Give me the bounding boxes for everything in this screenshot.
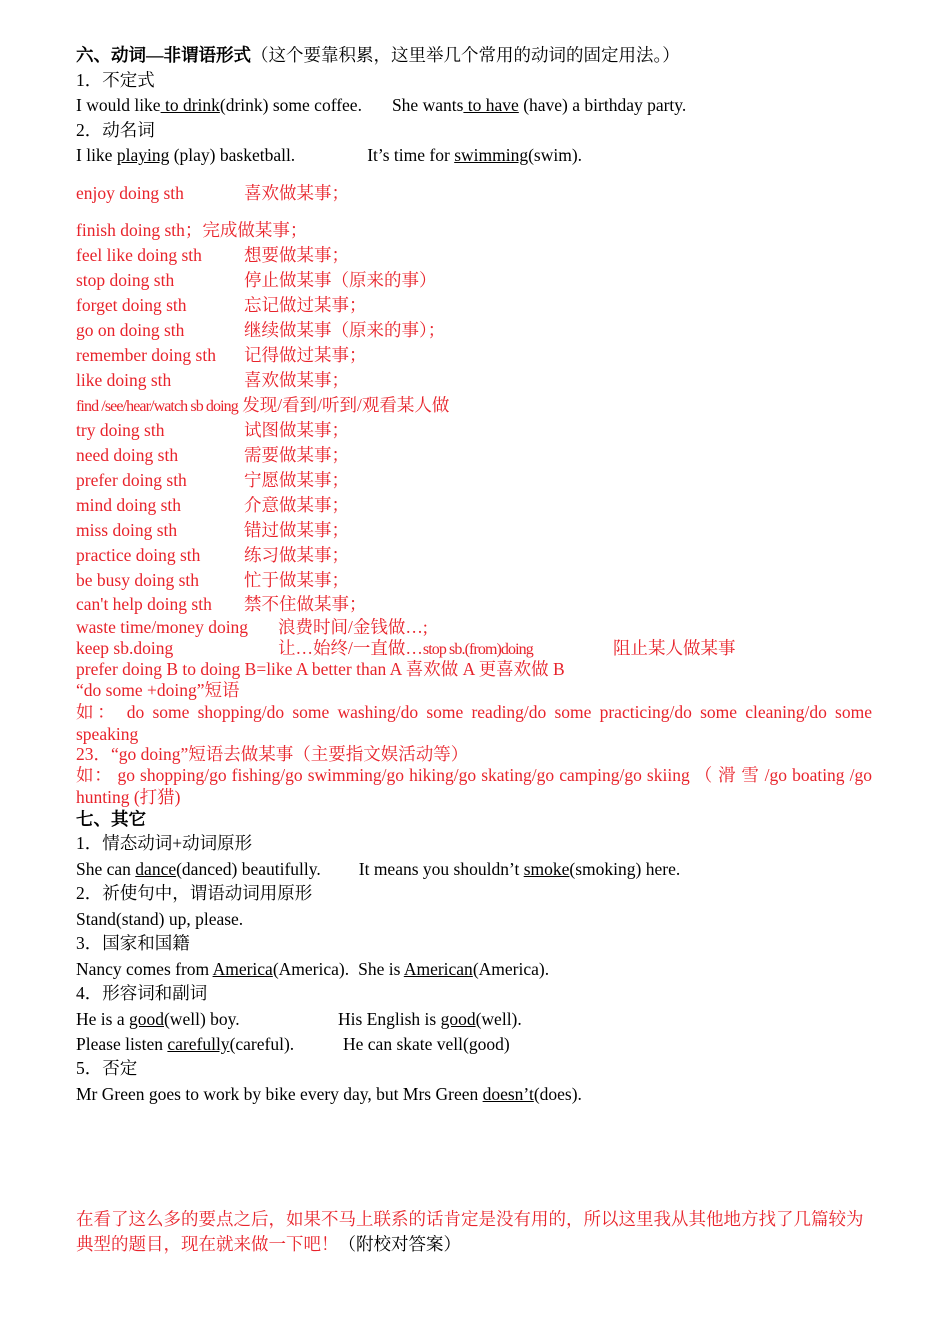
section7-heading: 七、其它 <box>76 809 146 829</box>
item2-title: 2．动名词 <box>76 120 155 140</box>
phrase-row <box>76 344 367 366</box>
do-some-title: “do some +doing”短语 <box>76 680 240 700</box>
example-text: (well) boy. <box>163 1009 240 1029</box>
go-doing-example: 如： go shopping/go fishing/go swimming/go hiking/go skating/go camping/go skiing （ 滑 雪 /go boating /go hunting (打猎) <box>76 765 872 807</box>
example-text: (smoking) here. <box>569 859 681 879</box>
phrase-row <box>76 419 349 441</box>
phrase-row <box>76 319 446 341</box>
section6-heading-line <box>76 44 680 66</box>
phrase-zh: 喜欢做某事； <box>244 370 349 390</box>
phrase-zh: 忙于做某事； <box>244 570 349 590</box>
phrase-row <box>76 244 349 266</box>
phrase-zh: 试图做某事； <box>244 420 349 440</box>
phrase-en: can't help doing sth <box>76 594 212 614</box>
phrase-en: feel like doing sth <box>76 245 202 265</box>
phrase-en: go on doing sth <box>76 320 185 340</box>
example-answer: smoke <box>523 859 570 879</box>
example-text: She can <box>76 859 136 879</box>
phrase-en: forget doing sth <box>76 295 187 315</box>
example-answer: American <box>403 959 473 979</box>
example-text: He can skate vell(good) <box>343 1034 510 1054</box>
example-answer: dance <box>135 859 177 879</box>
phrase-zh: 宁愿做某事； <box>244 470 349 490</box>
example-text: (have) a birthday party. <box>518 95 687 115</box>
phrase-zh: 禁不住做某事； <box>244 594 367 614</box>
phrase-zh: 需要做某事； <box>244 445 349 465</box>
example-text: (America). <box>472 959 550 979</box>
example-text: (well). <box>475 1009 522 1029</box>
item1-title: 1．不定式 <box>76 70 155 90</box>
phrase-row <box>76 294 367 316</box>
phrase-en: stop doing sth <box>76 270 175 290</box>
item1-examples <box>76 94 686 116</box>
phrase-row <box>76 494 349 516</box>
go-doing-title: 23．“go doing”短语去做某事（主要指文娱活动等） <box>76 744 469 764</box>
phrase-en: find /see/hear/watch sb doing <box>76 398 238 415</box>
phrase-en: prefer doing sth <box>76 470 187 490</box>
s7-item4-examples-b <box>76 1033 510 1055</box>
phrase-zh: 忘记做过某事； <box>244 295 367 315</box>
phrase-en: enjoy doing sth <box>76 183 184 203</box>
example-text: It means you shouldn’t <box>358 859 524 879</box>
example-answer: doesn’t <box>482 1084 534 1104</box>
s7-item5-title: 5．否定 <box>76 1058 138 1078</box>
phrase-row <box>76 616 428 638</box>
phrase-zh: 想要做某事； <box>244 245 349 265</box>
example-text: She wants <box>391 95 464 115</box>
phrase-zh: 浪费时间/金钱做…; <box>278 617 428 637</box>
phrase-row <box>76 394 449 418</box>
phrase-en: miss doing sth <box>76 520 178 540</box>
example-text: She is <box>358 959 404 979</box>
phrase-row <box>76 269 437 291</box>
s7-item3-title: 3．国家和国籍 <box>76 933 190 953</box>
s7-item1-title: 1．情态动词+动词原形 <box>76 833 253 853</box>
example-answer: swimming <box>454 145 529 165</box>
phrase-zh: 错过做某事； <box>244 520 349 540</box>
section6-heading: 六、动词—非谓语形式 <box>76 45 251 65</box>
phrase-en: try doing sth <box>76 420 165 440</box>
phrase-zh: 记得做过某事； <box>244 345 367 365</box>
phrase-en: mind doing sth <box>76 495 182 515</box>
phrase-en: stop sb.(from)doing <box>422 641 533 658</box>
example-text: (danced) beautifully. <box>176 859 321 879</box>
example-answer: America <box>212 959 273 979</box>
phrase-row <box>76 569 349 591</box>
example-answer: carefully <box>167 1034 230 1054</box>
phrase-zh: 让…始终/一直做… <box>278 638 423 658</box>
example-answer: playing <box>116 145 170 165</box>
example-text: He is a <box>76 1009 129 1029</box>
closing-red-text: 在看了这么多的要点之后，如果不马上联系的话肯定是没有用的，所以这里我从其他地方找了几篇较为典型的题目，现在就来做一下吧！ <box>76 1209 864 1254</box>
s7-item5-example <box>76 1083 582 1105</box>
example-answer: to have <box>463 95 519 115</box>
phrase-en: remember doing sth <box>76 345 216 365</box>
example-text: His English is <box>338 1009 441 1029</box>
phrase-row <box>76 182 349 204</box>
example-text: (does). <box>533 1084 582 1104</box>
s7-item4-title: 4．形容词和副词 <box>76 983 208 1003</box>
s7-item4-examples-a <box>76 1008 522 1030</box>
phrase-en: practice doing sth <box>76 545 201 565</box>
phrase-en: finish doing sth；完成做某事； <box>76 220 308 240</box>
prefer-line: prefer doing B to doing B=like A better than A 喜欢做 A 更喜欢做 B <box>76 659 565 679</box>
phrase-row <box>76 519 349 541</box>
phrase-row <box>76 369 349 391</box>
phrase-zh: 练习做某事； <box>244 545 349 565</box>
example-text: Please listen <box>76 1034 168 1054</box>
example-answer: good <box>440 1009 476 1029</box>
s7-item2-example: Stand(stand) up, please. <box>76 909 244 929</box>
phrase-zh: 喜欢做某事； <box>244 183 349 203</box>
do-some-example: 如： do some shopping/do some washing/do some reading/do some practicing/do some cleaning/do some speaking <box>76 702 872 744</box>
phrase-zh: 发现/看到/听到/观看某人做 <box>242 395 450 415</box>
keep-stop-row <box>76 637 736 659</box>
example-text: Mr Green goes to work by bike every day, but Mrs Green <box>76 1084 483 1104</box>
phrase-row <box>76 544 349 566</box>
example-text: (drink) some coffee. <box>219 95 362 115</box>
phrase-zh: 继续做某事（原来的事）； <box>244 320 446 340</box>
phrase-row <box>76 593 367 615</box>
example-text: (careful). <box>229 1034 295 1054</box>
s7-item1-examples <box>76 858 680 880</box>
phrase-row <box>76 469 349 491</box>
example-text: I like <box>76 145 117 165</box>
phrase-zh: 介意做某事； <box>244 495 349 515</box>
example-text: I would like <box>76 95 161 115</box>
example-answer: good <box>128 1009 164 1029</box>
example-text: (swim). <box>528 145 583 165</box>
s7-item3-examples <box>76 958 549 980</box>
phrase-zh: 阻止某人做某事 <box>613 638 736 658</box>
phrase-row <box>76 444 349 466</box>
section6-heading-note: （这个要靠积累，这里举几个常用的动词的固定用法。） <box>251 45 680 65</box>
phrase-en: be busy doing sth <box>76 570 199 590</box>
example-text: It’s time for <box>367 145 455 165</box>
example-answer: to drink <box>160 95 220 115</box>
phrase-zh: 停止做某事（原来的事） <box>244 270 437 290</box>
example-text: (play) basketball. <box>169 145 296 165</box>
phrase-en: need doing sth <box>76 445 179 465</box>
closing-note: （附校对答案） <box>338 1234 461 1254</box>
phrase-row <box>76 219 307 241</box>
example-text: Nancy comes from <box>76 959 213 979</box>
item2-examples <box>76 144 582 166</box>
phrase-en: like doing sth <box>76 370 172 390</box>
phrase-en: keep sb.doing <box>76 638 174 658</box>
closing-paragraph <box>76 1207 872 1257</box>
s7-item2-title: 2．祈使句中，谓语动词用原形 <box>76 883 313 903</box>
example-text: (America). <box>272 959 350 979</box>
phrase-en: waste time/money doing <box>76 617 249 637</box>
